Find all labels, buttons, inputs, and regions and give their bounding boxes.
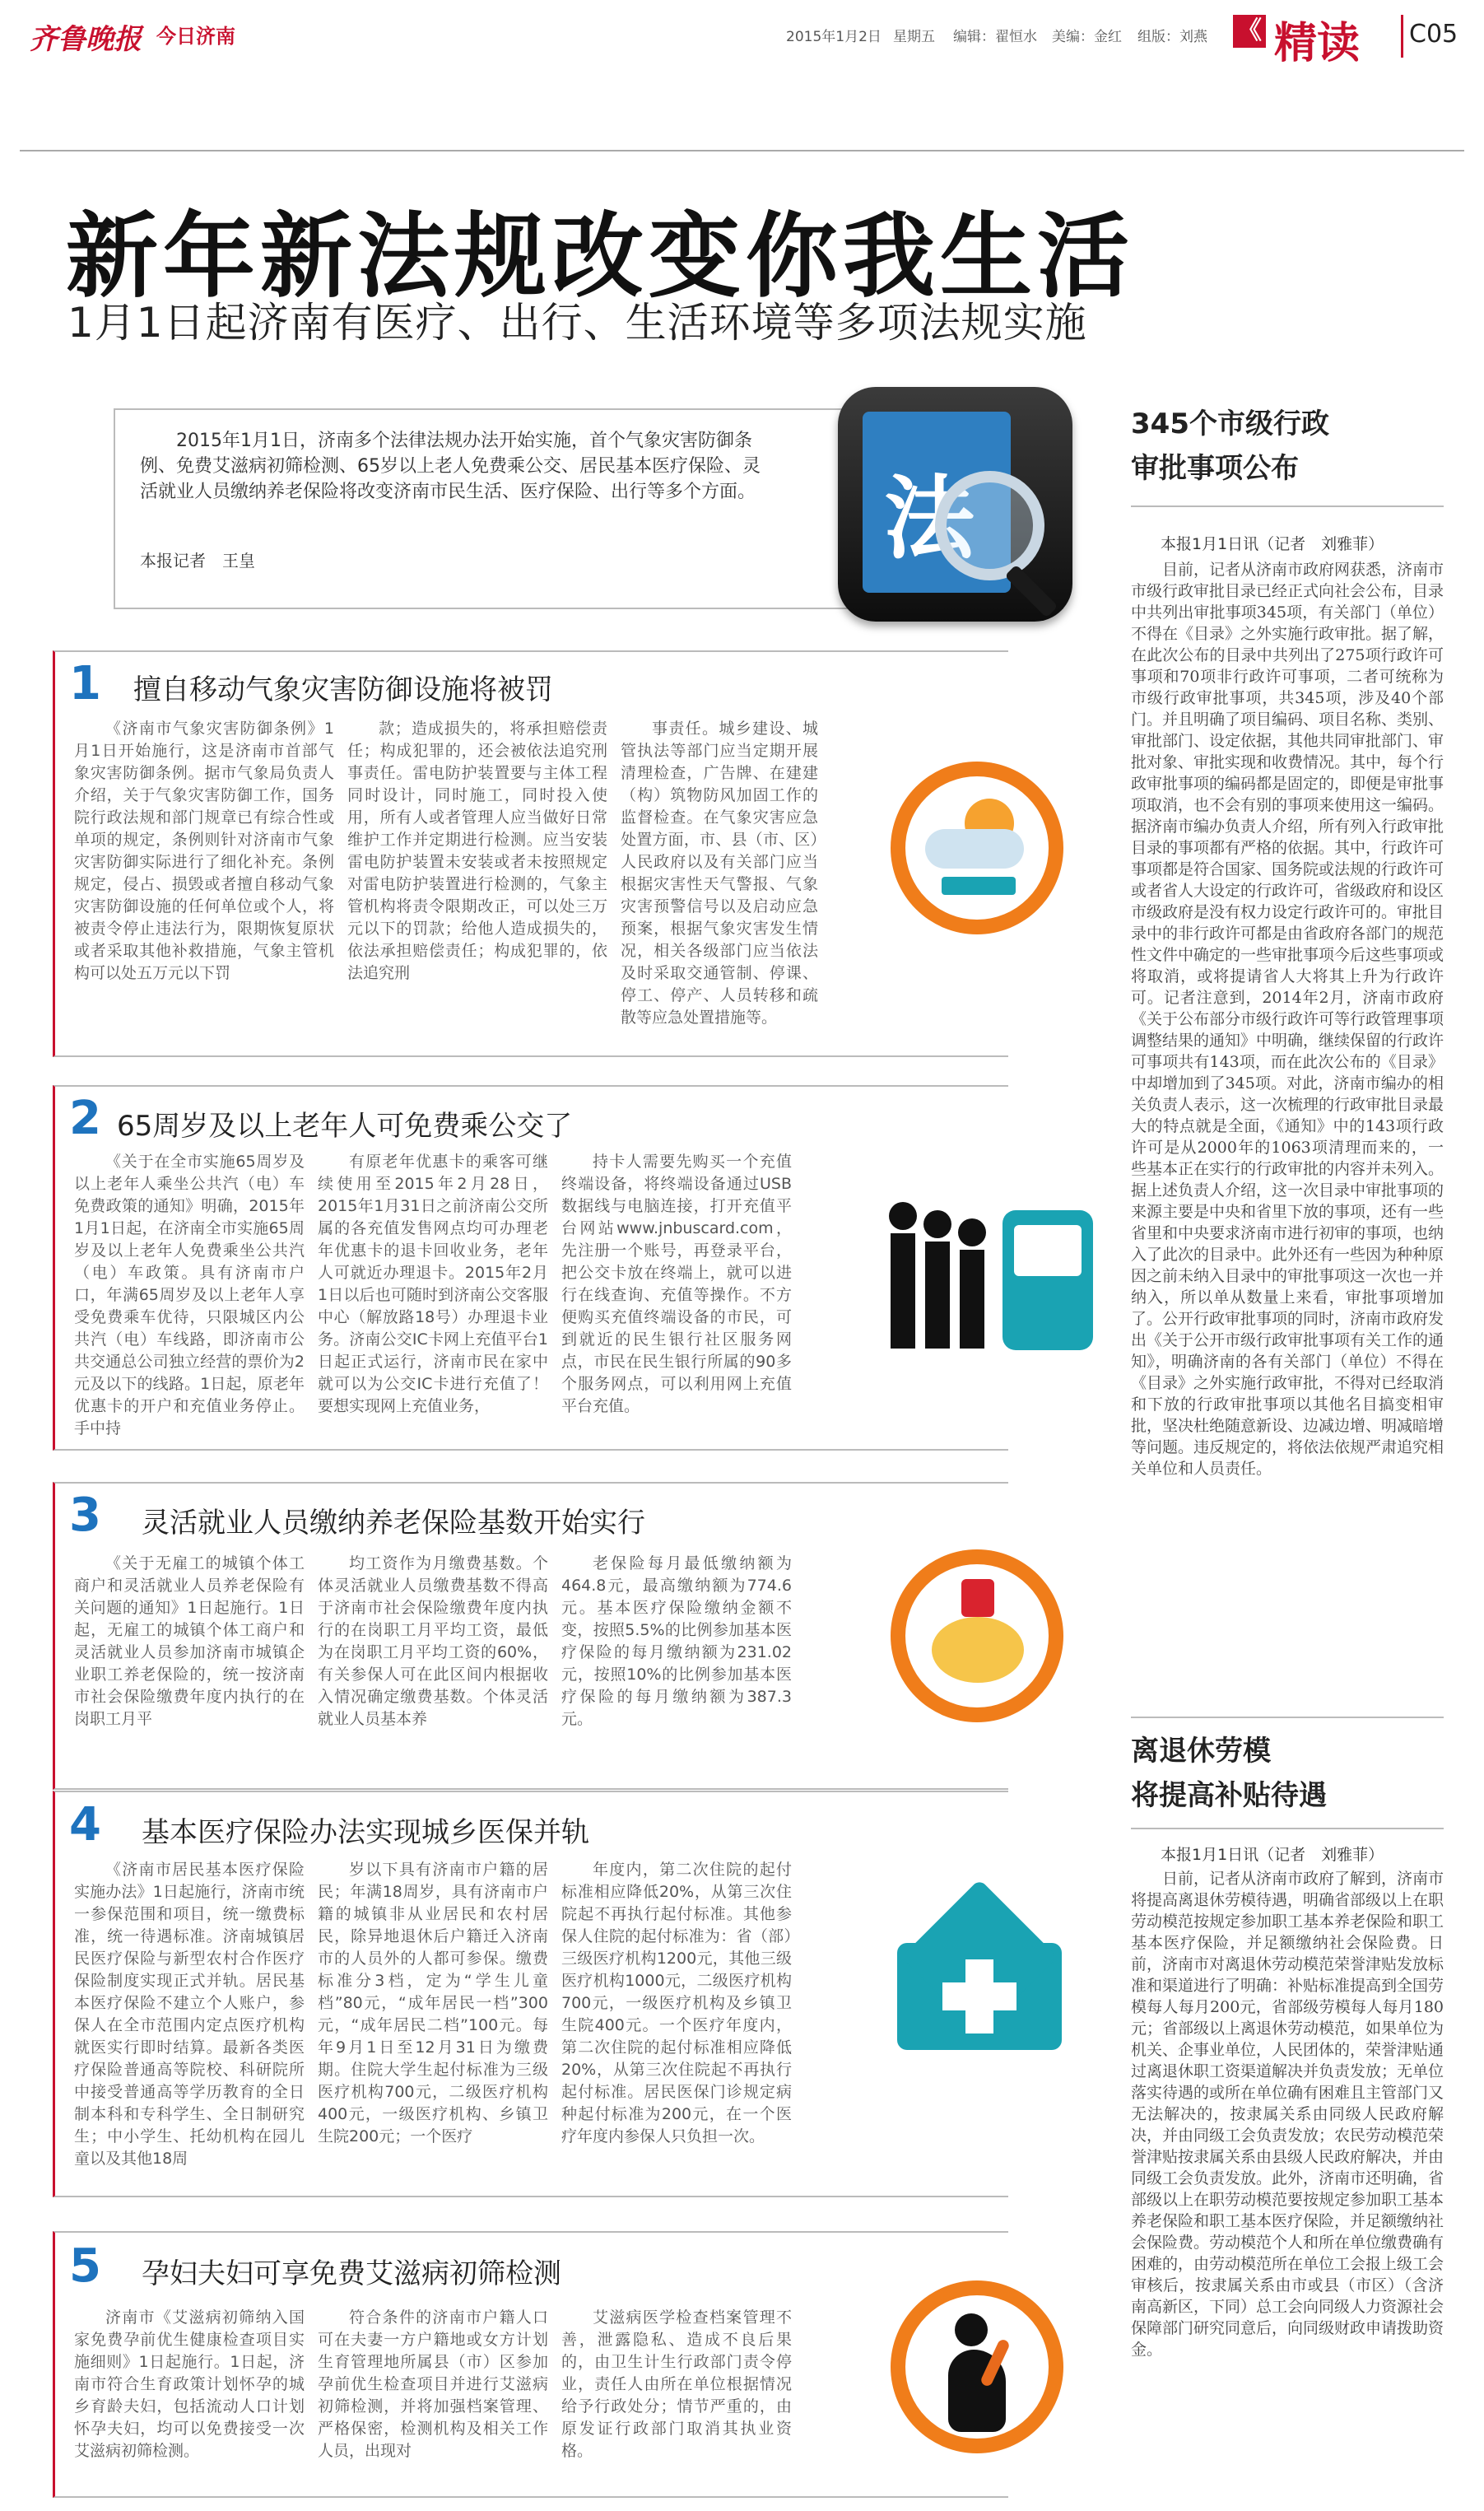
gift-bow xyxy=(961,1579,994,1617)
person-head xyxy=(889,1202,917,1230)
article-column: 持卡人需要先购买一个充值终端设备，将终端设备通过USB数据线与电脑连接，打开充值平台网站www.jnbuscard.com，先注册一个账号，再登录平台，把公交卡放在终端上，就可以进行在线查询、充值等操作。不方便购买充值终端设备的市民，可到就近的民生银行社区服务网点，市民在民生银行所属的90多个服务网点，可以利用网上充值平台充值。 xyxy=(561,1153,792,1415)
person-body xyxy=(891,1233,915,1349)
article-body xyxy=(74,1859,792,2170)
article-body xyxy=(74,718,818,1029)
section-number: 3 xyxy=(69,1488,101,1542)
header-rule xyxy=(20,150,1464,151)
section-name: 今日济南 xyxy=(156,25,235,48)
magnifier-lens xyxy=(935,471,1044,580)
jingdu-arrow-icon: 《 xyxy=(1233,15,1266,48)
section-number: 2 xyxy=(69,1092,101,1145)
article-column: 款；造成损失的，将承担赔偿责任；构成犯罪的，还会被依法追究刑事责任。雷电防护装置要与主体工程同时设计，同时施工，同时投入使用，所有人或者管理人应当做好日常维护工作并定期进行检测。应当安装雷电防护装置未安装或者未按照规定对雷电防护装置进行检测的，气象主管机构将责令限期改正，可以处三万元以下的罚款；给他人造成损失的，依法承担赔偿责任；构成犯罪的，依法追究刑 xyxy=(347,720,607,982)
person-body xyxy=(960,1250,984,1349)
bus-window xyxy=(1014,1225,1082,1276)
sidebar-title-line: 审批事项公布 xyxy=(1131,452,1299,485)
bus-icon xyxy=(881,1186,1095,1367)
sidebar-article-1 xyxy=(1131,402,1444,1479)
article-column: 有原老年优惠卡的乘客可继续使用至2015年2月28日，2015年1月31日之前济南公交所属的各充值发售网点均可办理老年优惠卡的退卡回收业务，老年人可就近办理退卡。2015年2月1日以后也可随时到济南公交客服中心（解放路18号）办理退卡业务。济南公交IC卡网上充值平台1日起正式运行，济南市民在家中就可以为公交IC卡进行充值了！要想实现网上充值业务， xyxy=(318,1153,548,1415)
weather-icon xyxy=(891,762,1063,934)
magnifier-handle xyxy=(1004,564,1058,617)
figure-head xyxy=(955,2313,988,2346)
section-title: 擅自移动气象灾害防御设施将被罚 xyxy=(133,673,553,706)
hospital-icon xyxy=(885,1894,1074,2058)
page-number: C05 xyxy=(1409,20,1458,49)
column-label: 精读 xyxy=(1274,18,1361,68)
article-column: 符合条件的济南市户籍人口可在夫妻一方户籍地或女方计划生育管理地所属县（市）区参加孕前优生检查项目并进行艾滋病初筛检测，并将加强档案管理、严格保密，检测机构及相关工作人员，出现对 xyxy=(318,2308,548,2460)
art-editor-credit: 美编：金红 xyxy=(1052,29,1122,45)
section-title: 基本医疗保险办法实现城乡医保并轨 xyxy=(142,1816,589,1849)
section-title: 灵活就业人员缴纳养老保险基数开始实行 xyxy=(142,1507,645,1540)
sidebar-body: 日前，记者从济南市政府了解到，济南市将提高离退休劳模待遇，明确省部级以上在职劳动模范按规定参加职工基本养老保险和职工基本医疗保险，并足额缴纳社会保险费。日前，济南市对离退休劳动模范荣誉津贴发放标准和渠道进行了明确：补贴标准提高到全国劳模每人每月200元，省部级劳模每人每月180元；省部级以上离退休劳动模范，如果单位为机关、企事业单位，人民团体的，荣誉津贴通过离退休职工资渠道解决并负责发放；无单位落实待遇的或所在单位确有困难且主管部门又无法解决的，按隶属关系由同级人民政府解决，并由同级工会负责发放；农民劳动模范荣誉津贴按隶属关系由县级人民政府解决，并由同级工会负责发放。此外，济南市还明确，省部级以上在职劳动模范要按规定参加职工基本养老保险和职工基本医疗保险，并足额缴纳社会保险费。劳动模范个人和所在单位缴费确有困难的，由劳动模范所在单位工会报上级工会审核后，按隶属关系由市或县（市区）（含济南高新区，下同）总工会向同级人力资源社会保障部门研究同意后，向同级财政申请拨助资金。 xyxy=(1131,1870,1444,2359)
sidebar-body: 目前，记者从济南市政府网获悉，济南市市级行政审批目录已经正式向社会公布，目录中共列出审批事项345项，有关部门（单位）不得在《目录》之外实施行政审批。据了解，在此次公布的目录中共列出了275项行政许可事项和70项非行政许可事项，二者可统称为市级行政审批事项，共345项，涉及40个部门。并且明确了项目编码、项目名称、类别、审批部门、设定依据，其他共同审批部门、审批对象、审批实现和收费情况。其中，每个行政审批事项的编码都是固定的，即便是审批事项取消，也不会有别的事项来使用这一编码。据济南市编办负责人介绍，所有列入行政审批目录的事项都有严格的依据。其中，行政许可事项都是符合国家、国务院或法规的行政许可或者省人大设定的行政许可，省级政府和设区市级政府是没有权力设定行政许可的。审批目录中的非行政许可都是由省政府各部门的规范性文件中确定的一些审批事项今后这些事项或将取消，或将提请省人大将其上升为行政许可。记者注意到，2014年2月，济南市政府《关于公布部分市级行政许可等行政管理事项调整结果的通知》中明确，继续保留的行政许可事项共有143项，而在此次公布的《目录》中却增加到了345项。对此，济南市编办的相关负责人表示，这一次梳理的行政审批目录最大的特点就是全面，《通知》中的143项行政许可是从2000年的1063项清理而来的，一些基本正在实行的行政审批的内容并未列入。据上述负责人介绍，这一次目录中审批事项的来源主要是中央和省里下放的事项，还有一些省里和中央要求济南市进行初审的事项，也纳入了此次的目录中。此外还有一些因为种种原因之前未纳入目录中的审批事项这一次也一并纳入，所以单从数量上来看，审批事项增加了。公开行政审批事项的同时，济南市政府发出《关于公开市级行政审批事项有关工作的通知》，明确济南的各有关部门（单位）不得在《目录》之外实施行政审批，不得对已经取消和下放的行政审批事项以其他名目搞变相审批，坚决杜绝随意新设、边减边增、明减暗增等问题。违反规定的，将依法依规严肃追究相关单位和人员责任。 xyxy=(1131,561,1444,1478)
section-number: 4 xyxy=(69,1798,101,1852)
page-title: 新年新法规改变你我生活 xyxy=(66,203,1134,310)
sidebar-article-2 xyxy=(1131,1729,1444,2360)
piggy-shape xyxy=(932,1617,1024,1683)
sidebar-byline: 本报1月1日讯（记者 刘雅菲） xyxy=(1161,535,1384,553)
sidebar-title-line: 离退休劳模 xyxy=(1131,1735,1271,1768)
section-title: 孕妇夫妇可享免费艾滋病初筛检测 xyxy=(142,2257,561,2290)
section-number: 5 xyxy=(69,2239,101,2293)
sidebar-divider xyxy=(1131,1717,1444,1718)
cross-horizontal xyxy=(942,1982,1016,2010)
sidebar-rule xyxy=(1131,1828,1444,1829)
article-column: 事责任。城乡建设、城管执法等部门应当定期开展清理检查，广告牌、在建建（构）筑物防风加固工作的监督检查。在气象灾害应急处置方面，市、县（市、区）人民政府以及有关部门应当根据灾害性天气警报、气象灾害预警信号以及启动应急预案，根据气象灾害发生情况，相关各级部门应当依法及时采取交通管制、停课、停工、停产、人员转移和疏散等应急处置措施等。 xyxy=(621,720,818,1027)
intro-text: 2015年1月1日，济南多个法律法规办法开始实施，首个气象灾害防御条例、免费艾滋病初筛检测、65岁以上老人免费乘公交、居民基本医疗保险、灵活就业人员缴纳养老保险将改变济南市民生活、医疗保险、出行等多个方面。 xyxy=(140,431,761,502)
section-number: 1 xyxy=(69,657,101,710)
umbrella-shape xyxy=(942,877,1016,895)
law-book-icon xyxy=(838,387,1072,622)
layout-credit: 组版：刘燕 xyxy=(1137,29,1207,45)
article-column: 《济南市居民基本医疗保险实施办法》1日起施行，济南市统一参保范围和项目，统一缴费标准，统一待遇标准。济南城镇居民医疗保险与新型农村合作医疗保险制度实现正式并轨。居民基本医疗保险不建立个人账户，参保人在全市范围内定点医疗机构就医实行即时结算。最新各类医疗保险普通高等院校、科研院所中接受普通高等学历教育的全日制本科和专科学生、全日制研究生；中小学生、托幼机构在园儿童以及其他18周 xyxy=(74,1861,305,2168)
law-glyph: 法 xyxy=(884,465,975,571)
person-head xyxy=(958,1218,986,1246)
article-column: 岁以下具有济南市户籍的居民；年满18周岁，具有济南市户籍的城镇非从业居民和农村居民，除异地退休后户籍迁入济南市的人员外的人都可参保。缴费标准分3档，定为“学生儿童档”80元，“成年居民一档”300元，“成年居民二档”100元。每年9月1日至12月31日为缴费期。住院大学生起付标准为三级医疗机构700元，二级医疗机构400元，一级医疗机构、乡镇卫生院200元；一个医疗 xyxy=(318,1861,548,2145)
page-subtitle: 1月1日起济南有医疗、出行、生活环境等多项法规实施 xyxy=(67,299,1087,347)
article-column: 《济南市气象灾害防御条例》1月1日开始施行，这是济南市首部气象灾害防御条例。据市气象局负责人介绍，关于气象灾害防御工作，国务院行政法规和部门规章已有综合性或单项的规定，条例则针对济南市气象灾害防御实际进行了细化补充。条例规定，侵占、损毁或者擅自移动气象灾害防御设施的任何单位或个人，将被责令停止违法行为，限期恢复原状或者采取其他补救措施，气象主管机构可以处五万元以下罚 xyxy=(74,720,334,982)
pregnant-woman-icon xyxy=(891,2280,1063,2453)
article-column: 艾滋病医学检查档案管理不善，泄露隐私、造成不良后果的，由卫生计生行政部门责令停业，责任人由所在单位根据情况给予行政处分；情节严重的，由原发证行政部门取消其执业资格。 xyxy=(561,2308,792,2460)
newspaper-logo: 齐鲁晚报 xyxy=(30,23,142,56)
piggy-bank-icon xyxy=(891,1549,1063,1722)
article-body xyxy=(74,2307,792,2462)
article-column: 济南市《艾滋病初筛纳入国家免费孕前优生健康检查项目实施细则》1日起施行。1日起，济南市符合生育政策计划怀孕的城乡育龄夫妇，包括流动人口计划怀孕夫妇，均可以免费接受一次艾滋病初筛检测。 xyxy=(74,2308,305,2460)
editor-credit: 编辑：翟恒水 xyxy=(953,29,1037,45)
intro-byline: 本报记者 王皇 xyxy=(140,551,255,571)
person-head xyxy=(923,1210,951,1238)
sidebar-byline: 本报1月1日讯（记者 刘雅菲） xyxy=(1161,1846,1384,1864)
header-divider xyxy=(1401,15,1403,58)
sidebar-rule xyxy=(1131,505,1444,507)
issue-date: 2015年1月2日 xyxy=(786,29,882,45)
sidebar-title-line: 将提高补贴待遇 xyxy=(1131,1779,1327,1812)
article-body xyxy=(74,1151,792,1440)
section-title: 65周岁及以上老年人可免费乘公交了 xyxy=(117,1110,573,1143)
article-column: 均工资作为月缴费基数。个体灵活就业人员缴费基数不得高于济南市社会保险缴费年度内执行的在岗职工月平均工资，最低为在岗职工月平均工资的60%，有关参保人可在此区间内根据收入情况确定缴费基数。个体灵活就业人员基本养 xyxy=(318,1554,548,1728)
article-column: 老保险每月最低缴纳额为464.8元，最高缴纳额为774.6元。基本医疗保险缴纳金额不变，按照5.5%的比例参加基本医疗保险的每月缴纳额为231.02元，按照10%的比例参加基本医疗保险的每月缴纳额为387.3元。 xyxy=(561,1554,792,1728)
issue-weekday: 星期五 xyxy=(893,29,935,45)
article-column: 《关于无雇工的城镇个体工商户和灵活就业人员养老保险有关问题的通知》1日起施行。1日起，无雇工的城镇个体工商户和灵活就业人员参加济南市城镇企业职工养老保险的，统一按济南市社会保险缴费年度内执行的在岗职工月平 xyxy=(74,1554,305,1728)
sidebar-title-line: 345个市级行政 xyxy=(1131,408,1329,440)
cloud-shape xyxy=(925,829,1024,869)
article-body xyxy=(74,1553,792,1731)
article-column: 《关于在全市实施65周岁及以上老年人乘坐公共汽（电）车免费政策的通知》明确，2015年1月1日起，在济南全市实施65周岁及以上老年人免费乘坐公共汽（电）车政策。具有济南市户口，年满65周岁及以上老年人享受免费乘车优待，只限城区内公共汽（电）车线路，即济南市公共交通总公司独立经营的票价为2元及以下的线路。1日起，原老年优惠卡的开户和充值业务停止。手中持 xyxy=(74,1153,305,1437)
article-column: 年度内，第二次住院的起付标准相应降低20%，从第三次住院起不再执行起付标准。其他参保人住院的起付标准为：省（部）三级医疗机构1200元，其他三级医疗机构1000元，二级医疗机构700元，一级医疗机构及乡镇卫生院400元。一个医疗年度内，第二次住院的起付标准相应降低20%，从第三次住院起不再执行起付标准。居民医保门诊规定病种起付标准为200元，在一个医疗年度内参保人只负担一次。 xyxy=(561,1861,792,2145)
person-body xyxy=(925,1242,950,1349)
